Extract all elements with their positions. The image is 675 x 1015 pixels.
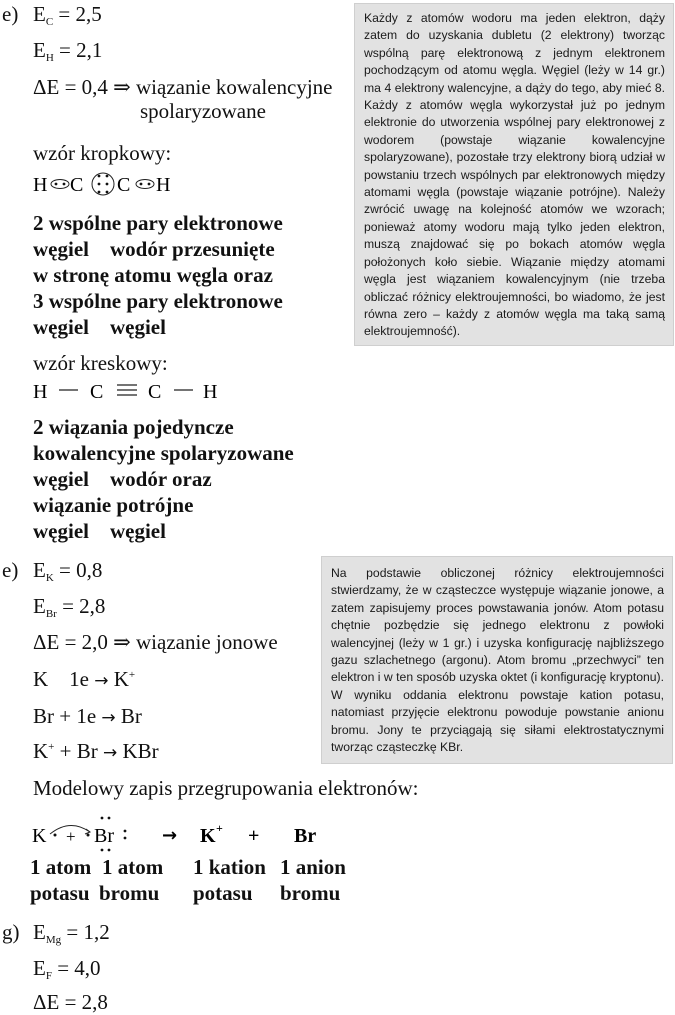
model-formula-graphic bbox=[30, 812, 350, 854]
delta-e-1: ΔE = 0,4 ⇒ wiązanie kowalencyjne bbox=[33, 75, 333, 99]
electronegativity-c: $E_C = 2,5$ bbox=[33, 2, 102, 28]
shared-pair-ch-right bbox=[136, 180, 154, 189]
bold-line-3: w stronę atomu węgla oraz bbox=[33, 263, 273, 287]
electronegativity-mg: $E_{Mg} = 1,2$ bbox=[33, 920, 110, 946]
caption-3-line-2: potasu bbox=[193, 881, 253, 905]
section-label-e1: e) bbox=[2, 2, 19, 26]
explanation-text-2: Na podstawie obliczonej różnicy elektroujemności stwierdzamy, że w cząsteczce występuje wiązanie jonowe, a zatem zapisujemy proces powstawania jonów. Atom potasu chętnie pozbędzie się jednego elektronu z powłoki walencyjnej (leży w 1 gr.) i uzyska konfigurację najbliższego gazu szlachetnego (argonu). Atom bromu „przechwyci” ten elektron i w ten sposób uzyska oktet (i konfigurację kryptonu). W wyniku oddania elektronu powstaje kation potasu, natomiast przyjęcie elektronu powoduje powstanie anionu bromu. Jony te przyciągają się siłami elektrostatycznymi tworząc cząsteczkę KBr. bbox=[331, 566, 664, 755]
caption-4-line-2: bromu bbox=[280, 881, 341, 905]
line-formula-graphic bbox=[33, 378, 233, 404]
section-label-g: g) bbox=[2, 920, 20, 944]
bold2-line-5: węgiel węgiel bbox=[33, 519, 166, 543]
caption-2-line-1: 1 atom bbox=[102, 855, 164, 879]
bold2-line-2: kowalencyjne spolaryzowane bbox=[33, 441, 294, 465]
model-label: Modelowy zapis przegrupowania elektronów: bbox=[33, 776, 419, 800]
model-br: Br bbox=[94, 825, 114, 847]
dot-c2: C bbox=[117, 174, 131, 196]
line-formula-label: wzór kreskowy: bbox=[33, 351, 168, 375]
explanation-box-1 bbox=[354, 3, 674, 346]
dot-formula-label: wzór kropkowy: bbox=[33, 141, 172, 165]
model-kplus: K bbox=[200, 825, 216, 847]
caption-1-line-2: potasu bbox=[30, 881, 90, 905]
delta-e-3: ΔE = 2,8 bbox=[33, 990, 108, 1014]
line-c2: C bbox=[148, 381, 162, 403]
caption-2-line-2: bromu bbox=[99, 881, 160, 905]
dot-h2: H bbox=[156, 174, 171, 196]
caption-1-line-1: 1 atom bbox=[30, 855, 92, 879]
model-plus: + bbox=[66, 827, 76, 846]
line-formula bbox=[33, 378, 233, 404]
electronegativity-br: $E_{Br} = 2,8$ bbox=[33, 594, 106, 620]
model-k: K bbox=[32, 825, 47, 847]
model-plus-2: + bbox=[248, 825, 260, 847]
equation-1: K 1e → K+ bbox=[33, 667, 136, 691]
line-h1: H bbox=[33, 381, 48, 403]
shared-pair-ch-left bbox=[51, 180, 69, 189]
dot-formula-graphic bbox=[33, 170, 193, 198]
caption-3-line-1: 1 kation bbox=[193, 855, 266, 879]
section-label-e2: e) bbox=[2, 558, 19, 582]
delta-e-2: ΔE = 2,0 ⇒ wiązanie jonowe bbox=[33, 630, 278, 654]
bold-line-1: 2 wspólne pary elektronowe bbox=[33, 211, 283, 235]
delta-e-1-continuation: spolaryzowane bbox=[140, 99, 266, 123]
line-c1: C bbox=[90, 381, 104, 403]
equation-3: K+ + Br → KBr bbox=[33, 739, 159, 763]
dot-formula bbox=[33, 170, 193, 198]
bold2-line-4: wiązanie potrójne bbox=[33, 493, 194, 517]
model-formula bbox=[30, 812, 350, 854]
equation-2: Br + 1e → Br bbox=[33, 704, 142, 728]
bold2-line-1: 2 wiązania pojedyncze bbox=[33, 415, 234, 439]
model-kplus-sup: + bbox=[216, 821, 223, 835]
electronegativity-f: $E_F = 4,0$ bbox=[33, 956, 101, 982]
caption-4-line-1: 1 anion bbox=[280, 855, 346, 879]
electronegativity-k: $E_K = 0,8$ bbox=[33, 558, 103, 584]
bold-line-2: węgiel wodór przesunięte bbox=[33, 237, 275, 261]
dot-c1: C bbox=[70, 174, 84, 196]
explanation-text-1: Każdy z atomów wodoru ma jeden elektron, dąży zatem do uzyskania dubletu (2 elektrony) tworząc wspólną parę elektronową z jednym elektronem pochodzącym od atomu węgla. Węgiel (leży w 14 gr.) ma 4 elektrony walencyjne, a dąży do tego, aby mieć 8. Każdy z atomów węgla wykorzystał już po jednym elektronie do utworzenia wspólnej pary elektronowej z wodorem (powstaje wiązanie kowalencyjne spolaryzowane), pozostałe trzy elektrony biorą udział w powstaniu trzech wspólnych par elektronowych między atomami węgla (powstaje wiązanie potrójne). Należy zwrócić uwagę na kolejność atomów we wzorach; ponieważ atomy wodoru mają tylko jeden elektron, muszą znajdować się po bokach atomów węgla położonych koło siebie. Wiązanie między atomami węgla jest wiązaniem kowalencyjnym (nie trzeba obliczać różnicy elektroujemności, bo wiadomo, że jest równa zero – każdy z atomów węgla ma taką samą elektroujemność). bbox=[364, 11, 665, 339]
model-arrow: → bbox=[162, 825, 178, 846]
bold-line-4: 3 wspólne pary elektronowe bbox=[33, 289, 283, 313]
dot-h1: H bbox=[33, 174, 48, 196]
bold-line-5: węgiel węgiel bbox=[33, 315, 166, 339]
explanation-box-2 bbox=[321, 556, 673, 764]
bold2-line-3: węgiel wodór oraz bbox=[33, 467, 212, 491]
electronegativity-h: $E_H = 2,1$ bbox=[33, 38, 103, 64]
line-h2: H bbox=[203, 381, 218, 403]
model-br-2: Br bbox=[294, 825, 317, 847]
shared-pairs-cc bbox=[92, 173, 114, 195]
